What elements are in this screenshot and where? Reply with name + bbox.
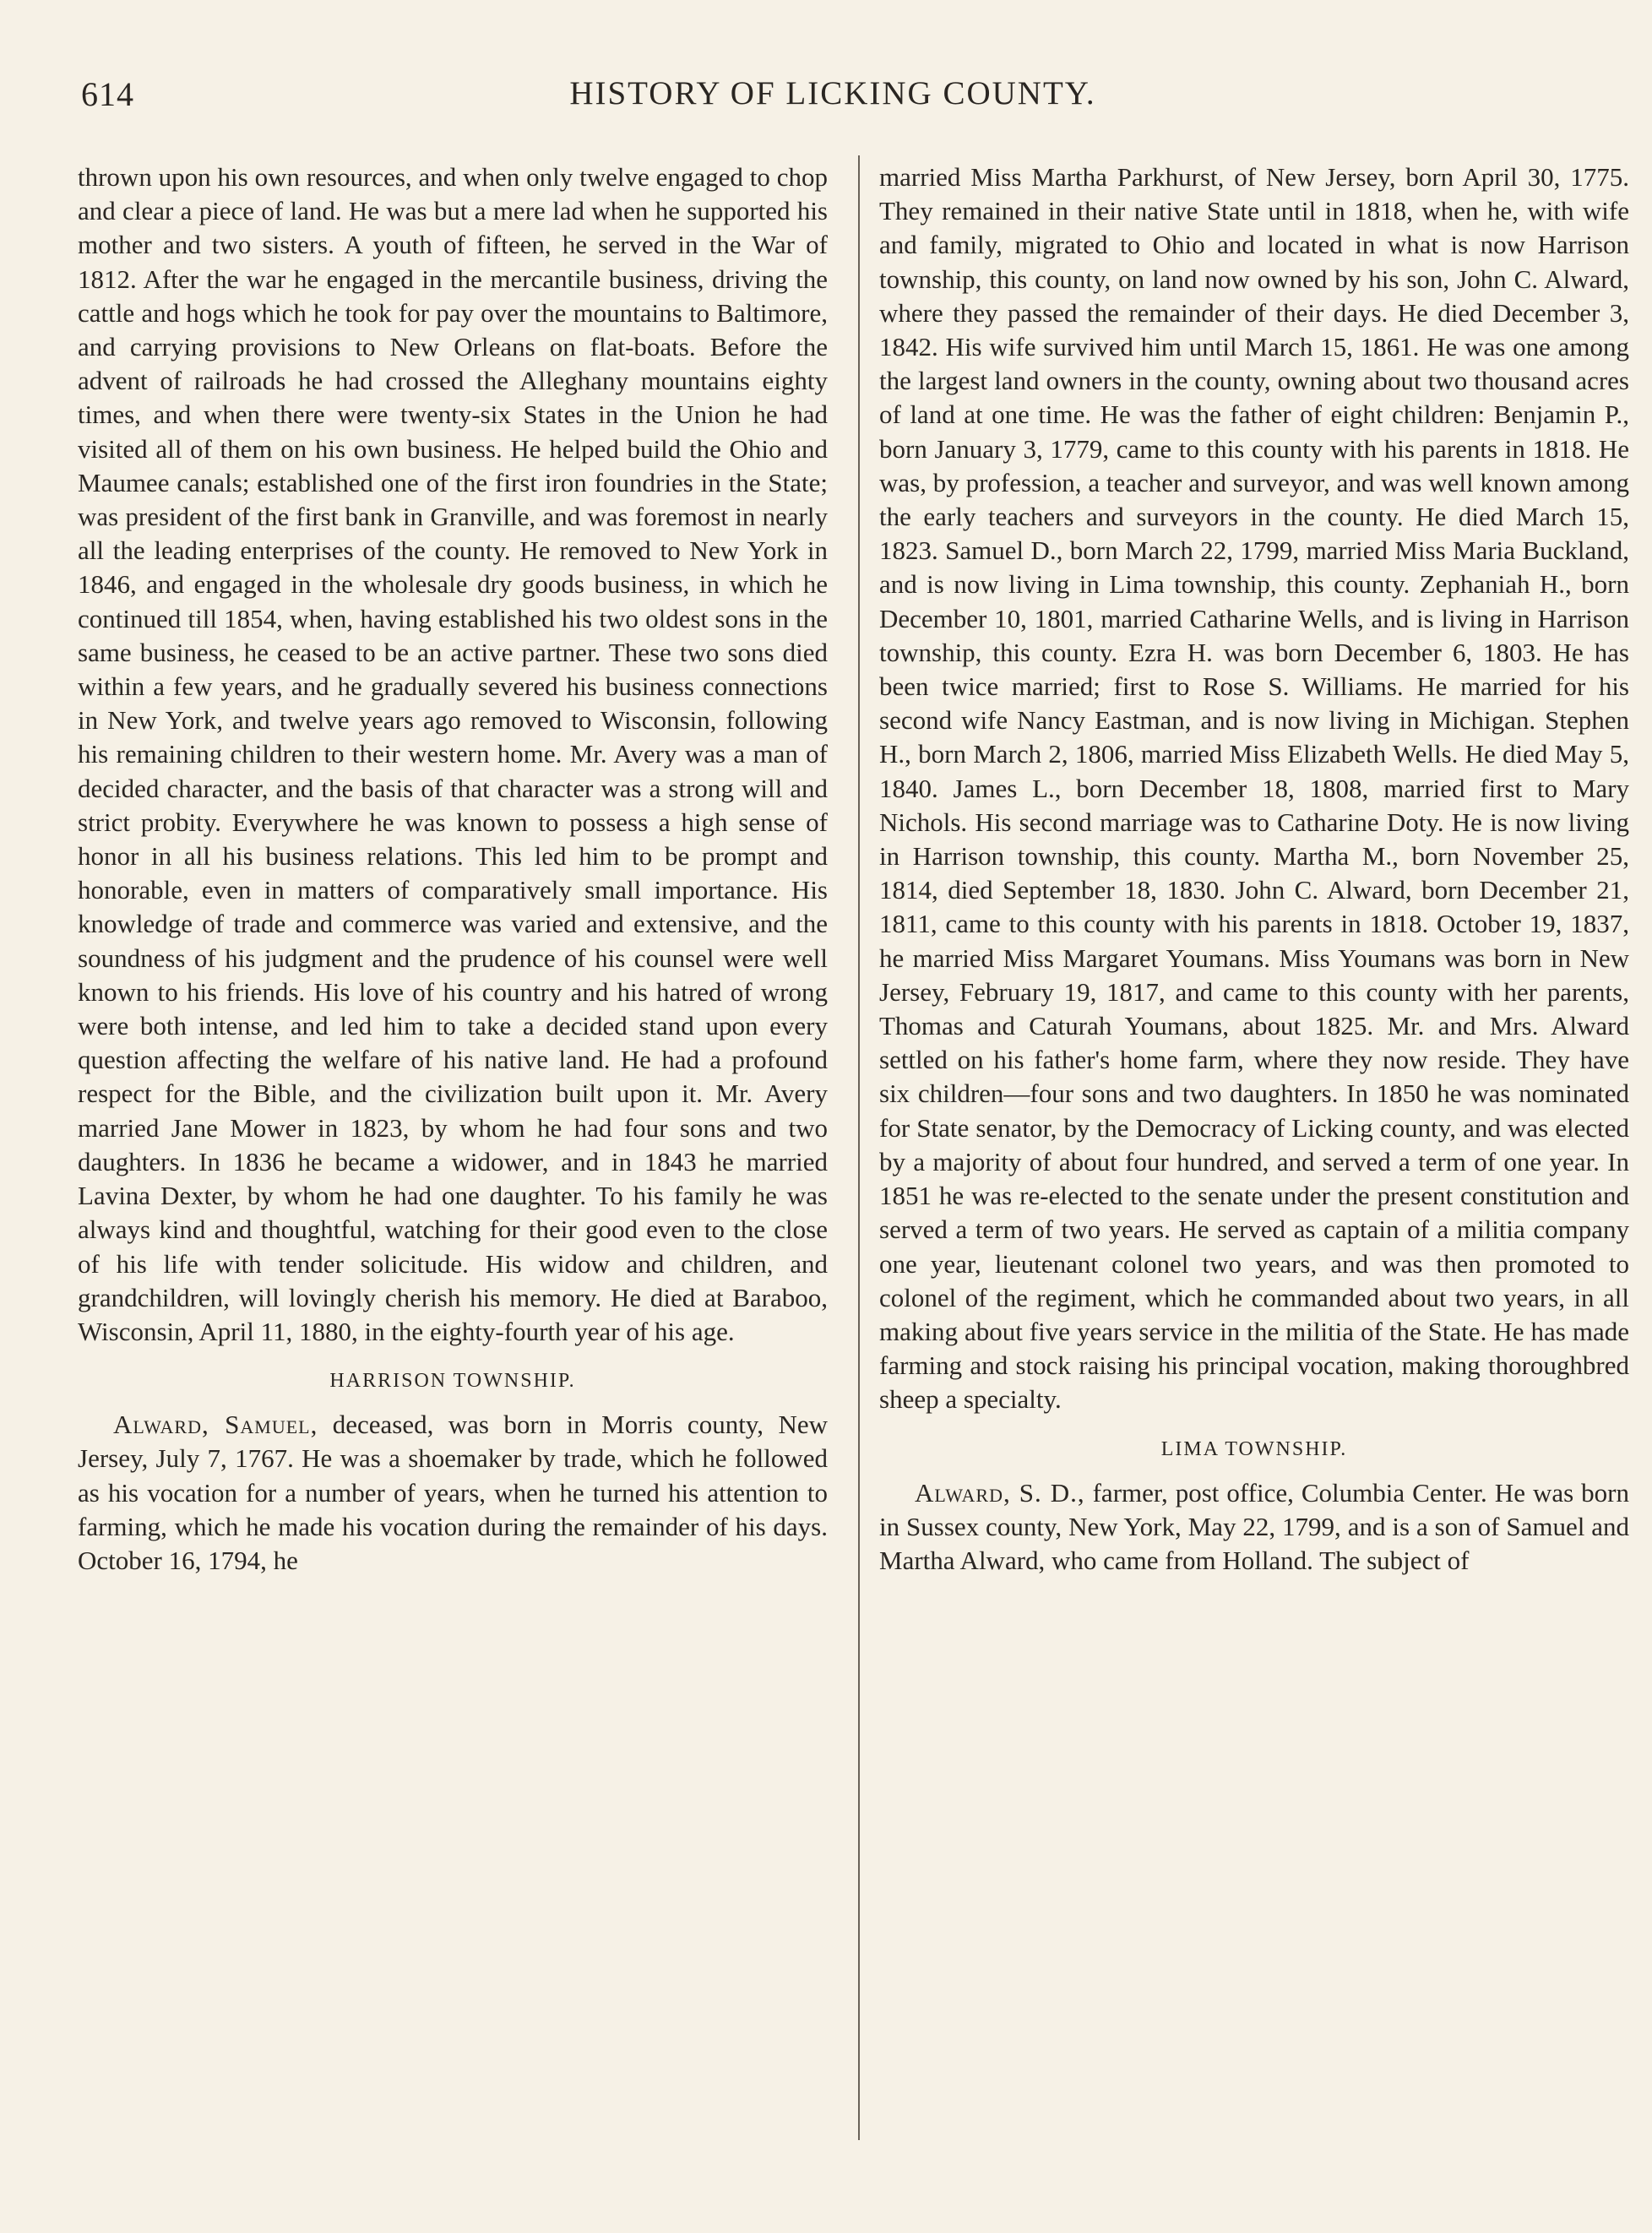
page-header xyxy=(81,74,1584,125)
alward-sd-paragraph xyxy=(879,1476,1629,1578)
page-number: 614 xyxy=(81,75,134,113)
running-head: HISTORY OF LICKING COUNTY. xyxy=(569,75,1096,111)
left-column xyxy=(78,160,828,2187)
alward-samuel-name: Alward, Samuel, xyxy=(113,1410,318,1440)
column-divider xyxy=(858,155,860,2140)
section-heading-harrison: HARRISON TOWNSHIP. xyxy=(329,1370,576,1393)
alward-samuel-continued-paragraph: married Miss Martha Parkhurst, of New Jersey, born April 30, 1775. They remained in their native State until in 1818, when he, with wife and family, migrated to Ohio and located in what is now Harrison township, this county, on land now owned by his son, John C. Alward, where they passed the remainder of their days. He died December 3, 1842. His wife survived him until March 15, 1861. He was one among the largest land owners in the county, owning about two thousand acres of land at one time. He was the father of eight children: Benjamin P., born January 3, 1779, came to this county with his parents in 1818. He was, by profession, a teacher and surveyor, and was well known among the early teachers and surveyors in the county. He died March 15, 1823. Samuel D., born March 22, 1799, married Miss Maria Buckland, and is now living in Lima township, this county. Zephaniah H., born December 10, 1801, married Catharine Wells, and is living in Harrison township, this county. Ezra H. was born December 6, 1803. He has been twice married; first to Rose S. Williams. He married for his second wife Nancy Eastman, and is now living in Michigan. Stephen H., born March 2, 1806, married Miss Elizabeth Wells. He died May 5, 1840. James L., born December 18, 1808, married first to Mary Nichols. His second marriage was to Catharine Doty. He is now living in Harrison township, this county. Martha M., born November 25, 1814, died September 18, 1830. John C. Alward, born December 21, 1811, came to this county with his parents in 1818. October 19, 1837, he married Miss Margaret Youmans. Miss Youmans was born in New Jersey, February 19, 1817, and came to this county with her parents, Thomas and Caturah Youmans, about 1825. Mr. and Mrs. Alward settled on his father's home farm, where they now reside. They have six children—four sons and two daughters. In 1850 he was nominated for State senator, by the Democracy of Licking county, and was elected by a majority of about four hundred, and served a term of one year. In 1851 he was re-elected to the senate under the present constitution and served a term of two years. He served as captain of a militia company one year, lieutenant colonel two years, and was then promoted to colonel of the regiment, which he commanded about two years, in all making about five years service in the militia of the State. He has made farming and stock raising his principal vocation, making thoroughbred sheep a specialty. xyxy=(879,162,1629,1415)
alward-sd-text: farmer, post office, Columbia Center. He was born in Sussex county, New York, May 22, 1799, and is a son of Samuel and Martha Alward, who came from Holland. The subject of xyxy=(879,1477,1629,1575)
alward-samuel-text: deceased, was born in Morris county, New Jersey, July 7, 1767. He was a shoemaker by trade, which he followed as his vocation for a number of years, when he turned his attention to farming, which he made his vocation during the remainder of his days. October 16, 1794, he xyxy=(78,1410,828,1575)
section-heading-lima: LIMA TOWNSHIP. xyxy=(1160,1437,1348,1460)
alward-samuel-paragraph xyxy=(78,1408,828,1578)
alward-sd-name: Alward, S. D., xyxy=(915,1477,1085,1508)
avery-biography-paragraph: thrown upon his own resources, and when only twelve engaged to chop and clear a piece of land. He was but a mere lad when he supported his mother and two sisters. A youth of fifteen, he served in the War of 1812. After the war he engaged in the mercantile business, driving the cattle and hogs which he took for pay over the mountains to Baltimore, and carrying provisions to New Orleans on flat-boats. Before the advent of railroads he had crossed the Alleghany mountains eighty times, and when there were twenty-six States in the Union he had visited all of them on his own business. He helped build the Ohio and Maumee canals; established one of the first iron foundries in the State; was president of the first bank in Granville, and was foremost in nearly all the leading enterprises of the county. He removed to New York in 1846, and engaged in the wholesale dry goods business, in which he continued till 1854, when, having established his two oldest sons in the same business, he ceased to be an active partner. These two sons died within a few years, and he gradually severed his business connections in New York, and twelve years ago removed to Wisconsin, following his remaining children to their western home. Mr. Avery was a man of decided character, and the basis of that character was a strong will and strict probity. Everywhere he was known to possess a high sense of honor in all his business relations. This led him to be prompt and honorable, even in matters of comparatively small importance. His knowledge of trade and commerce was varied and extensive, and the soundness of his judgment and the prudence of his counsel were well known to his friends. His love of his country and his hatred of wrong were both intense, and led him to take a decided stand upon every question affecting the welfare of his native land. He had a profound respect for the Bible, and the civilization built upon it. Mr. Avery married Jane Mower in 1823, by whom he had four sons and two daughters. In 1836 he became a widower, and in 1843 he married Lavina Dexter, by whom he had one daughter. To his family he was always kind and thoughtful, watching for their good even to the close of his life with tender solicitude. His widow and children, and grandchildren, will lovingly cherish his memory. He died at Baraboo, Wisconsin, April 11, 1880, in the eighty-fourth year of his age. xyxy=(78,162,828,1346)
right-column xyxy=(879,160,1629,2187)
